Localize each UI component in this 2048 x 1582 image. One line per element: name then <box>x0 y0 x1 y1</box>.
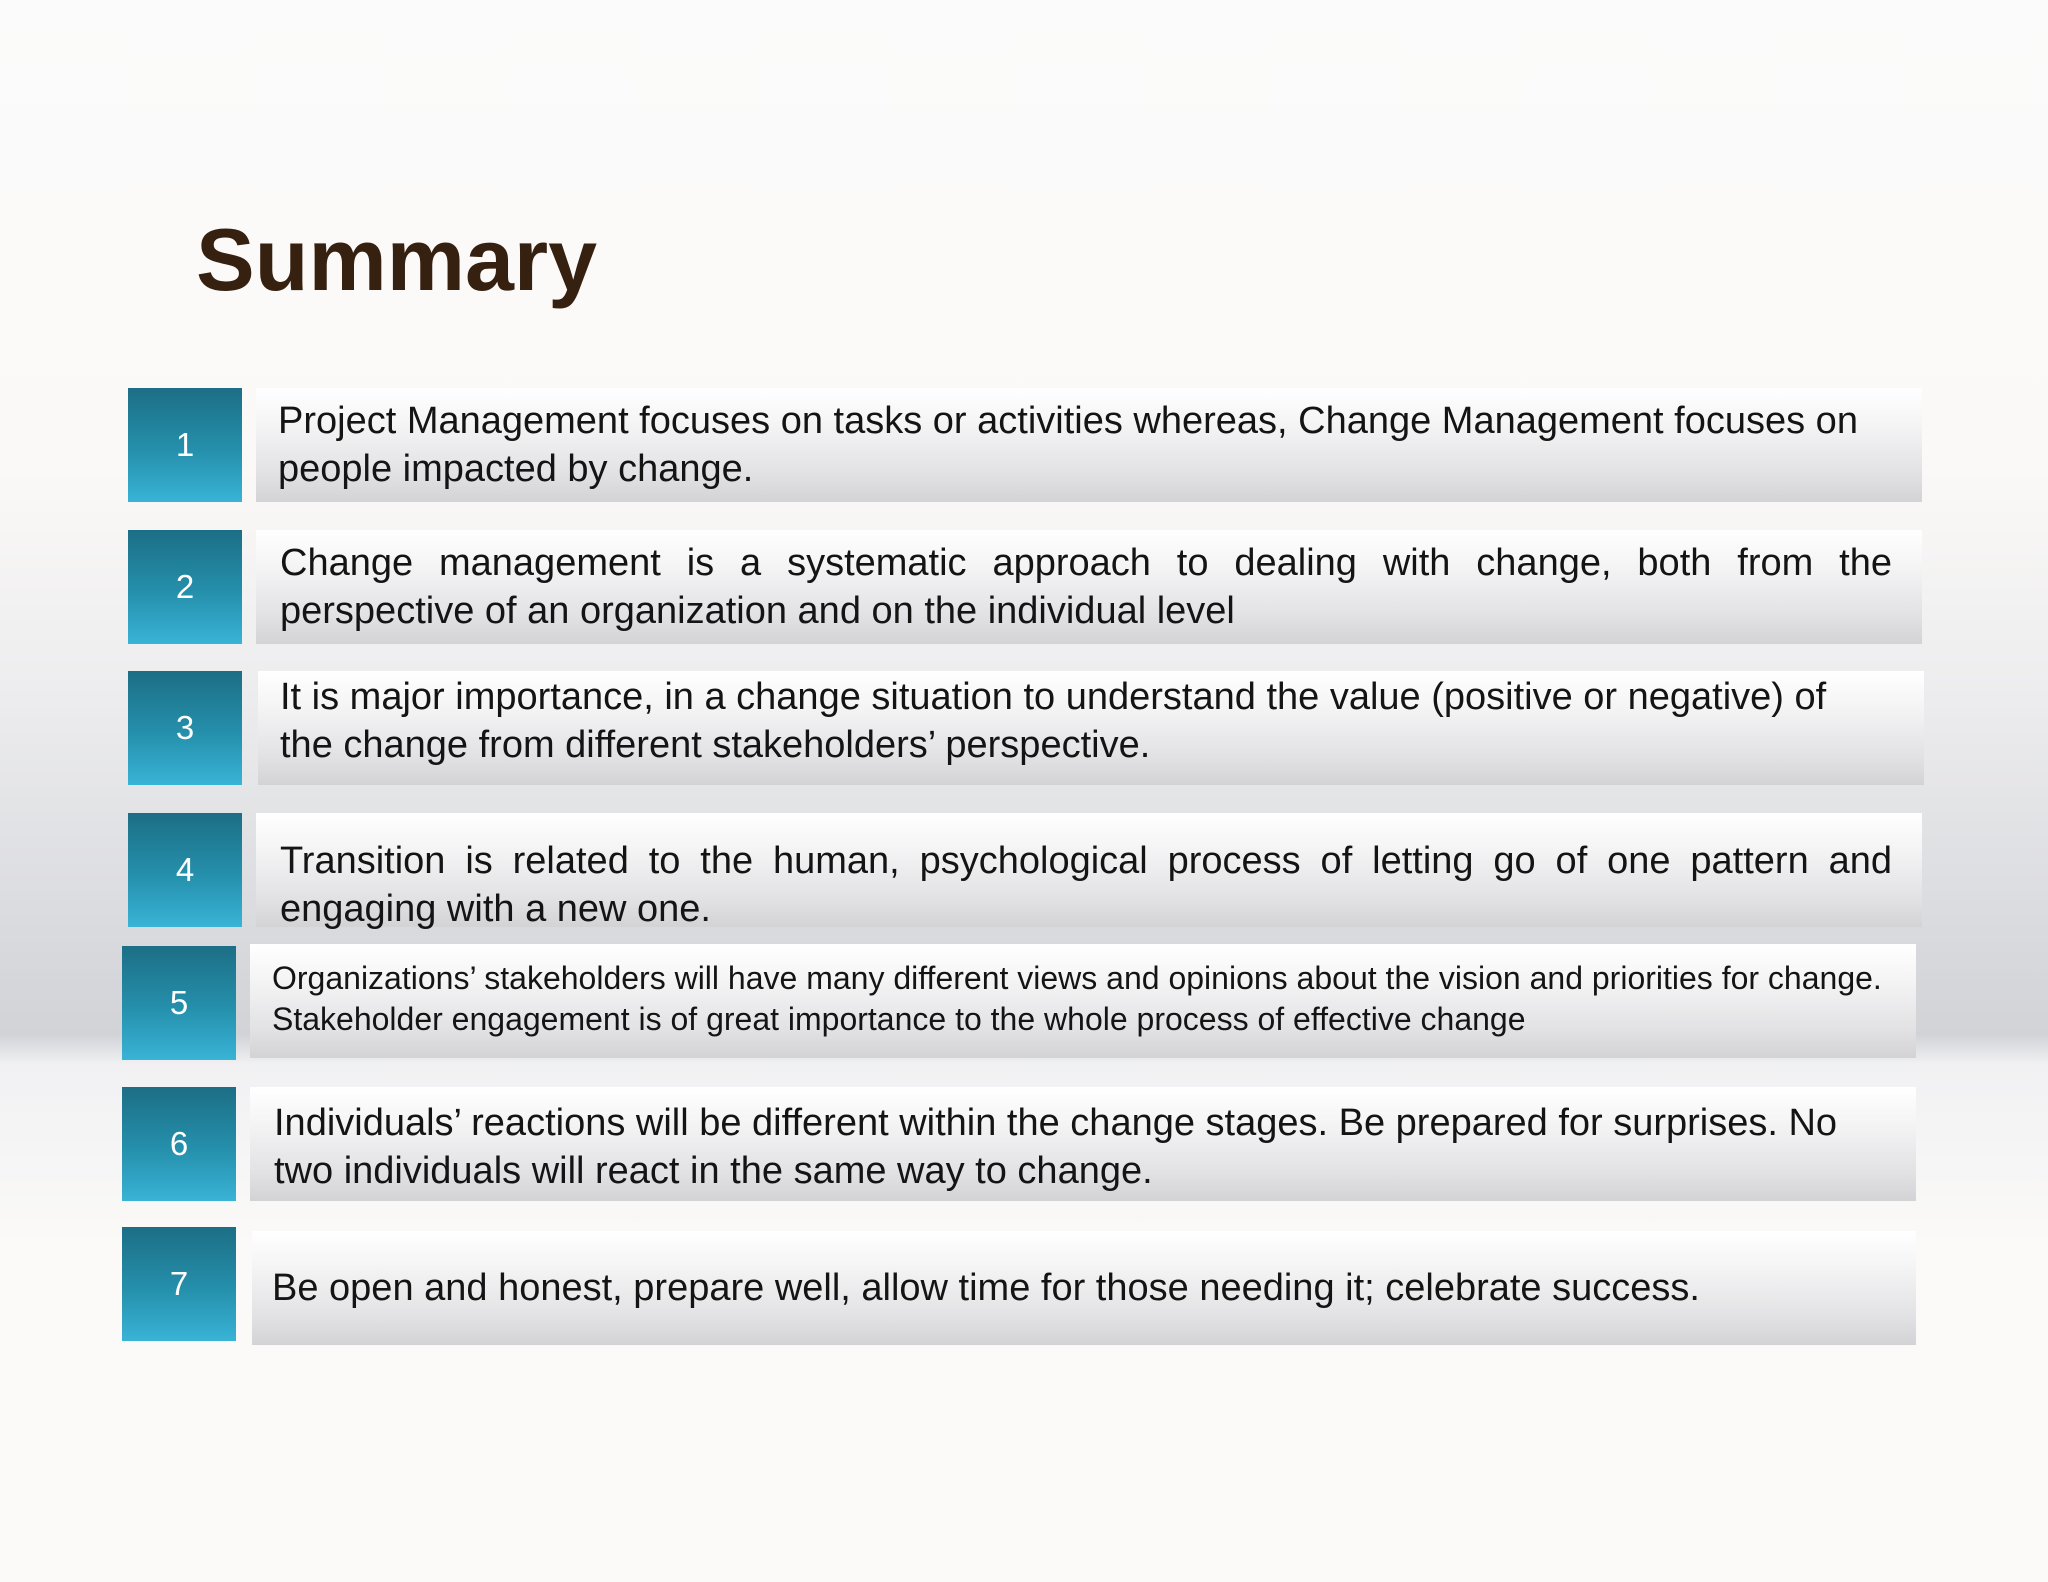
summary-item-3 <box>128 671 1924 785</box>
item-number-box: 2 <box>128 530 242 644</box>
item-text-bar <box>256 388 1922 502</box>
item-number-box: 4 <box>128 813 242 927</box>
summary-item-1 <box>128 388 1922 502</box>
summary-item-2 <box>128 530 1922 644</box>
summary-item-4 <box>128 813 1922 930</box>
item-text: Organizations’ stakeholders will have many different views and opinions about the vision and priorities for change. Stakeholder engagement is of great importance to the whole process of effective change <box>272 960 1882 1037</box>
slide-title: Summary <box>196 210 598 309</box>
summary-item-5 <box>122 944 1916 1058</box>
summary-item-6 <box>122 1087 1916 1201</box>
item-text-bar <box>252 1231 1916 1345</box>
item-number-box: 1 <box>128 388 242 502</box>
item-text: Project Management focuses on tasks or activities whereas, Change Management focuses on people impacted by change. <box>278 400 1858 490</box>
item-text-bar <box>256 813 1922 930</box>
item-number-box: 7 <box>122 1227 236 1341</box>
item-number-box: 3 <box>128 671 242 785</box>
item-number-box: 5 <box>122 946 236 1060</box>
item-text: Individuals’ reactions will be different within the change stages. Be prepared for surprises. No two individuals will react in the same way to change. <box>274 1102 1838 1192</box>
item-text-bar <box>250 1087 1916 1201</box>
item-text: Change management is a systematic approach to dealing with change, both from the perspective of an organization and on the individual level <box>280 542 1892 632</box>
item-number-box: 6 <box>122 1087 236 1201</box>
item-text-bar <box>250 944 1916 1058</box>
summary-item-7 <box>122 1227 1916 1341</box>
item-text-bar <box>258 671 1924 785</box>
item-text-bar <box>256 530 1922 644</box>
item-text: Transition is related to the human, psychological process of letting go of one pattern and engaging with a new one. <box>280 840 1892 930</box>
item-text: It is major importance, in a change situation to understand the value (positive or negative) of the change from different stakeholders’ perspective. <box>280 676 1827 766</box>
item-text: Be open and honest, prepare well, allow time for those needing it; celebrate success. <box>272 1267 1700 1309</box>
